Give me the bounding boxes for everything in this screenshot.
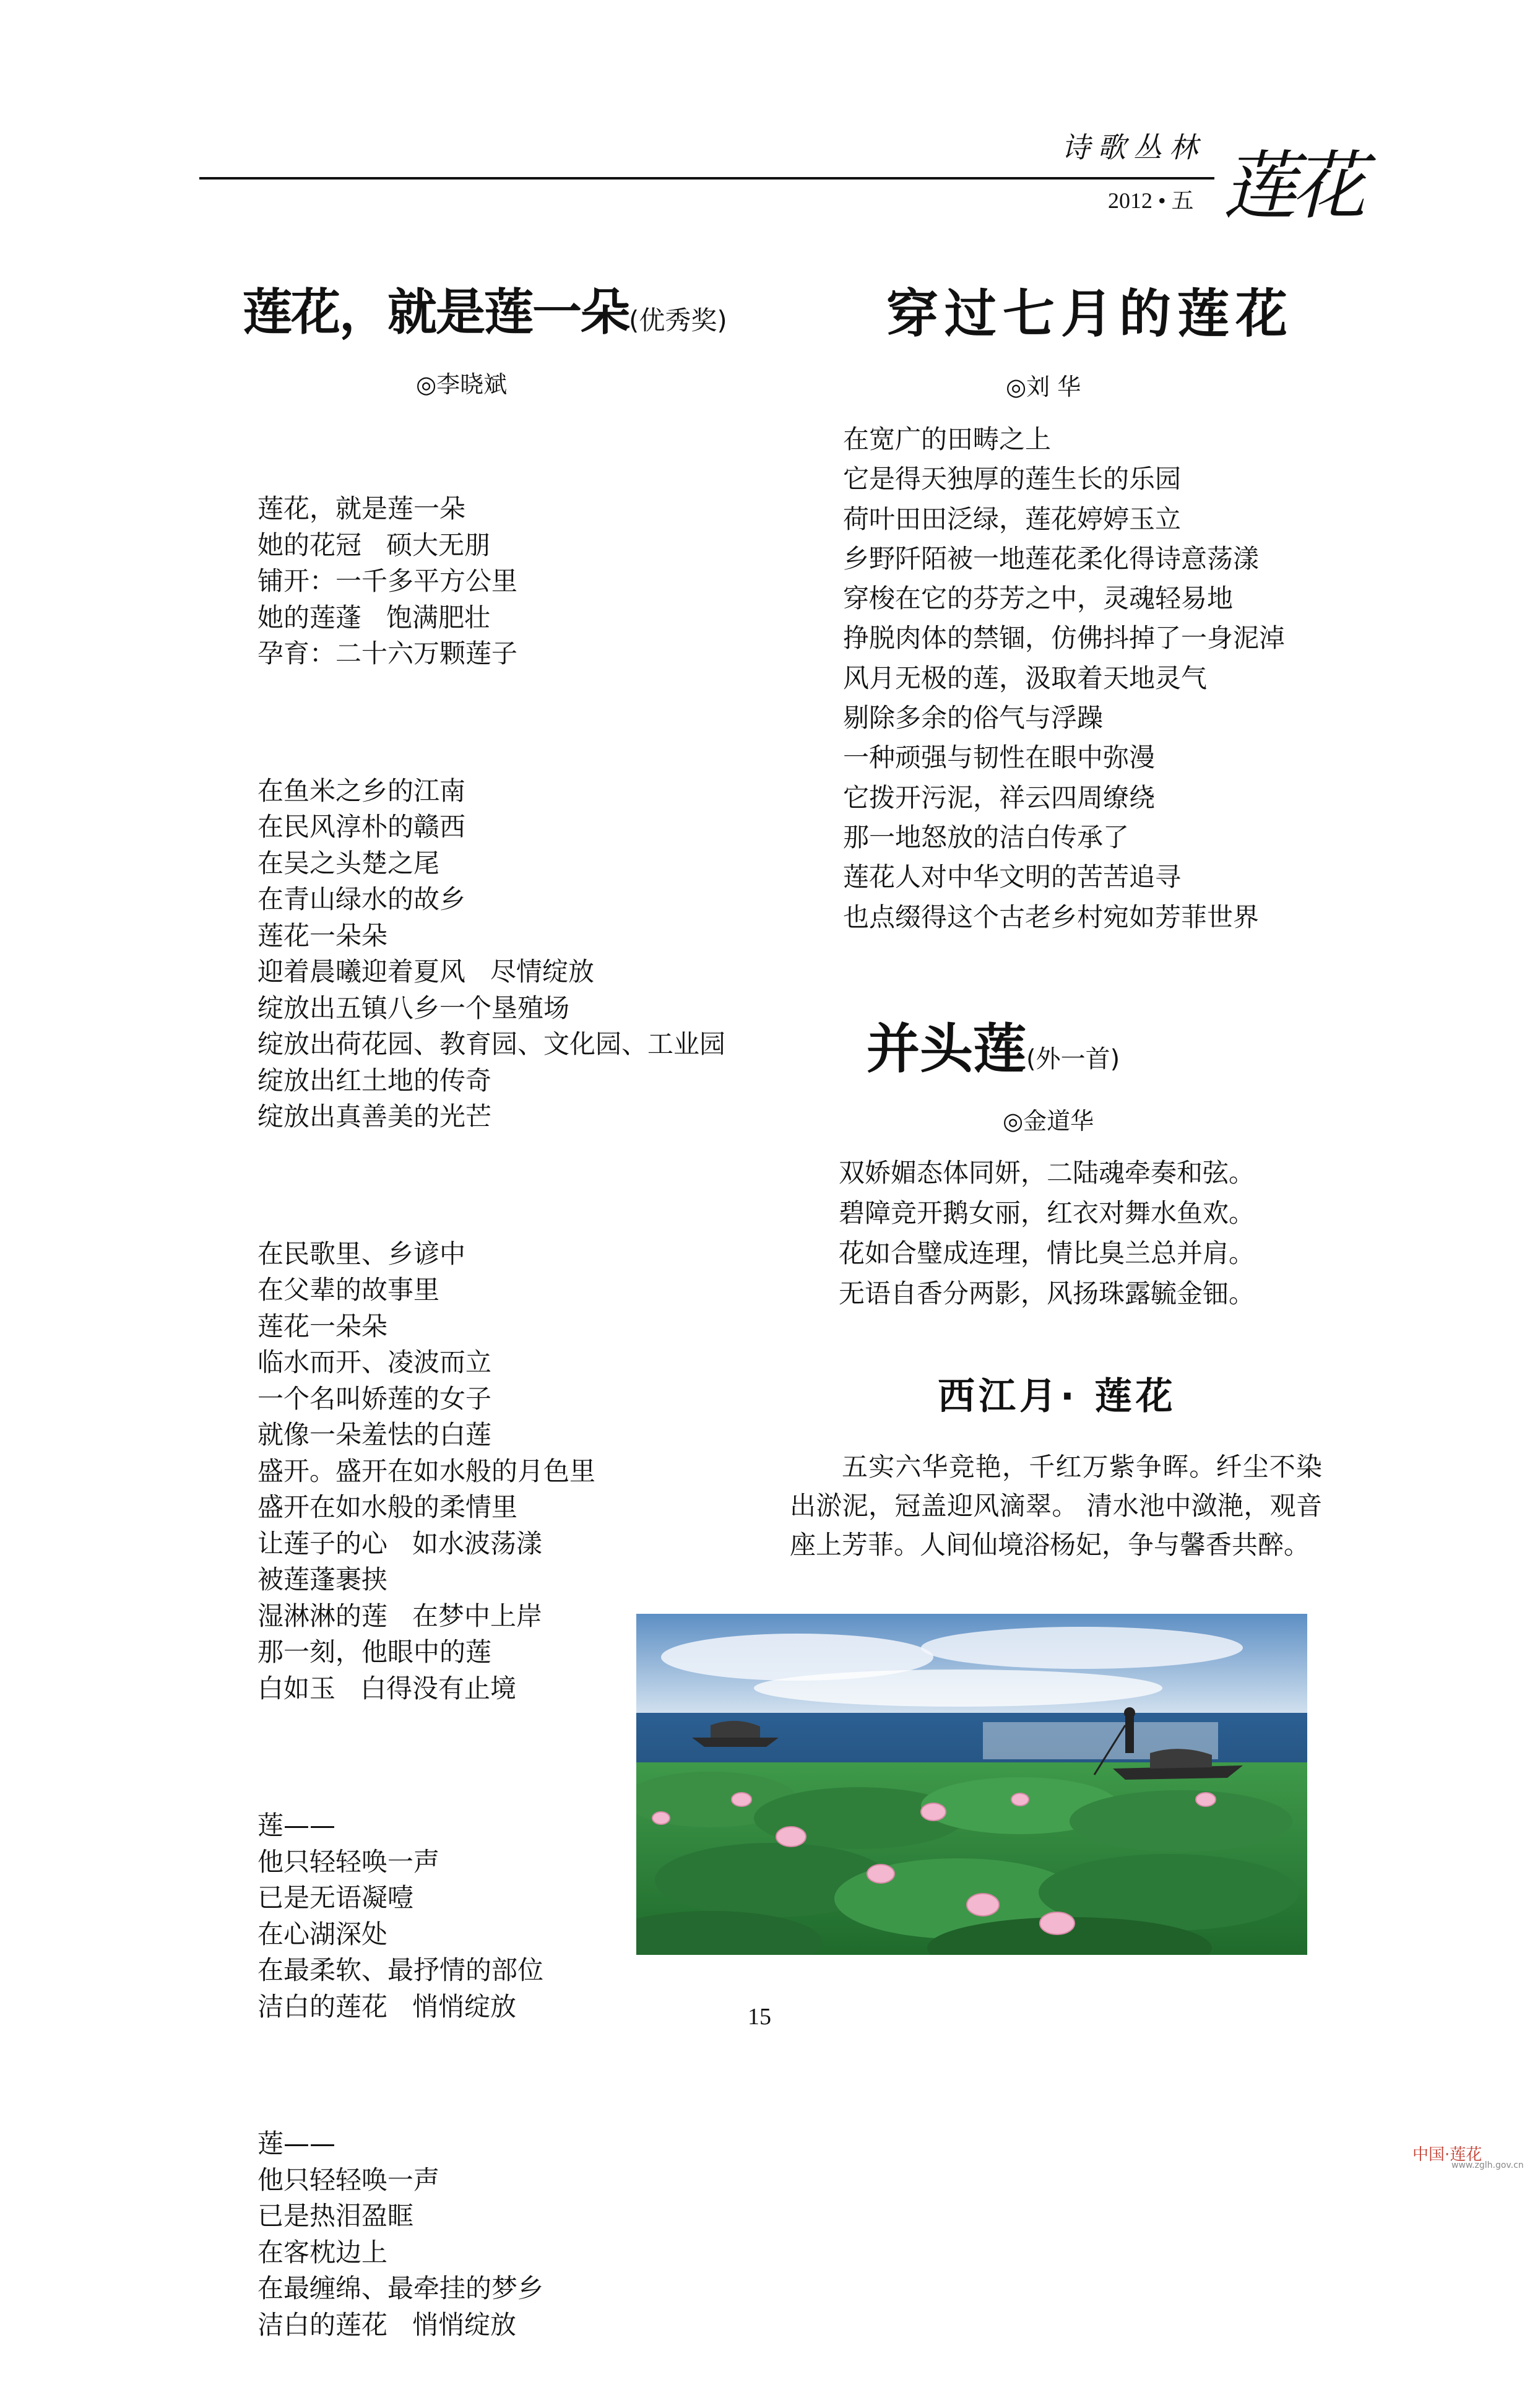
poem1-award: (优秀奖) bbox=[629, 305, 727, 336]
poem3-subtitle: (外一首) bbox=[1026, 1045, 1120, 1073]
poem3-title-text: 并头莲 bbox=[867, 1018, 1026, 1080]
header-rule bbox=[199, 177, 1214, 180]
poem3-title bbox=[867, 1006, 1120, 1083]
poem4-body: 五实六华竞艳，千红万紫争晖。纤尘不染出淤泥，冠盖迎风滴翠。 清水池中潋滟，观音座上芳菲。人间仙境浴杨妃，争与馨香共醉。 bbox=[790, 1452, 1322, 1560]
magazine-logo: 莲花 bbox=[1222, 144, 1361, 230]
poem3-body: 双娇媚态体同妍，二陆魂牵奏和弦。 碧障竞开鹅女丽，红衣对舞水鱼欢。 花如合璧成连理，情比臭兰总并肩。 无语自香分两影，风扬珠露毓金钿。 bbox=[839, 1158, 1255, 1309]
site-watermark: 中国·莲花 bbox=[1412, 2146, 1482, 2164]
poem2-body: 在宽广的田畴之上 它是得天独厚的莲生长的乐园 荷叶田田泛绿，莲花婷婷玉立 乡野阡陌被一地莲花柔化得诗意荡漾 穿梭在它的芬芳之中，灵魂轻易地 挣脱肉体的禁锢，仿佛抖掉了一身泥淖 风月无极的莲，汲取着天地灵气 剔除多余的俗气与浮躁 一种顽强与韧性在眼中弥漫 它拨开污泥，祥云四周缭绕 那一地怒放的洁白传承了 莲花人对中华文明的苦苦追寻 也点缀得这个古老乡村宛如芳菲世界 bbox=[843, 424, 1286, 932]
poem2-title: 穿过七月的莲花 bbox=[886, 284, 1294, 344]
poem1-author: ◎李晓斌 bbox=[416, 371, 508, 398]
page-number: 15 bbox=[748, 2004, 771, 2030]
poem1-stanza: 莲—— 他只轻轻唤一声 已是无语凝噎 在心湖深处 在最柔软、最抒情的部位 洁白的莲花 悄悄绽放 bbox=[257, 1810, 544, 2022]
poem1-title bbox=[243, 272, 727, 344]
poem4-title: 西江月· 莲花 bbox=[938, 1375, 1177, 1418]
issue-number: 2012 • 五 bbox=[1108, 188, 1194, 213]
poem2-author: ◎刘 华 bbox=[1006, 373, 1081, 401]
poem1-title-text: 莲花，就是莲一朵 bbox=[243, 284, 629, 341]
poem1-stanza: 莲花，就是莲一朵 她的花冠 硕大无朋 铺开：一千多平方公里 她的莲蓬 饱满肥壮 孕育：二十六万颗莲子 bbox=[257, 493, 518, 669]
poem1-stanza: 在鱼米之乡的江南 在民风淳朴的赣西 在吴之头楚之尾 在青山绿水的故乡 莲花一朵朵 迎着晨曦迎着夏风 尽情绽放 绽放出五镇八乡一个垦殖场 绽放出荷花园、教育园、文化园、工业园 绽放出红土地的传奇 绽放出真善美的光芒 bbox=[257, 775, 726, 1132]
column-title: 诗歌丛林 bbox=[1062, 131, 1205, 164]
poem1-stanza: 在民歌里、乡谚中 在父辈的故事里 莲花一朵朵 临水而开、凌波而立 一个名叫娇莲的女子 就像一朵羞怯的白莲 盛开。盛开在如水般的月色里 盛开在如水般的柔情里 让莲子的心 如水波荡漾 被莲蓬裹挟 湿淋淋的莲 在梦中上岸 那一刻，他眼中的莲 白如玉 白得没有止境 bbox=[257, 1238, 596, 1704]
poem1-stanza: 莲—— 他只轻轻唤一声 已是热泪盈眶 在客枕边上 在最缠绵、最牵挂的梦乡 洁白的莲花 悄悄绽放 bbox=[257, 2128, 544, 2340]
lotus-pond-photo bbox=[636, 1614, 1307, 1955]
poem3-author: ◎金道华 bbox=[1003, 1107, 1094, 1135]
poem1-body bbox=[257, 418, 725, 2408]
site-watermark-url: www.zglh.gov.cn bbox=[1451, 2160, 1524, 2170]
